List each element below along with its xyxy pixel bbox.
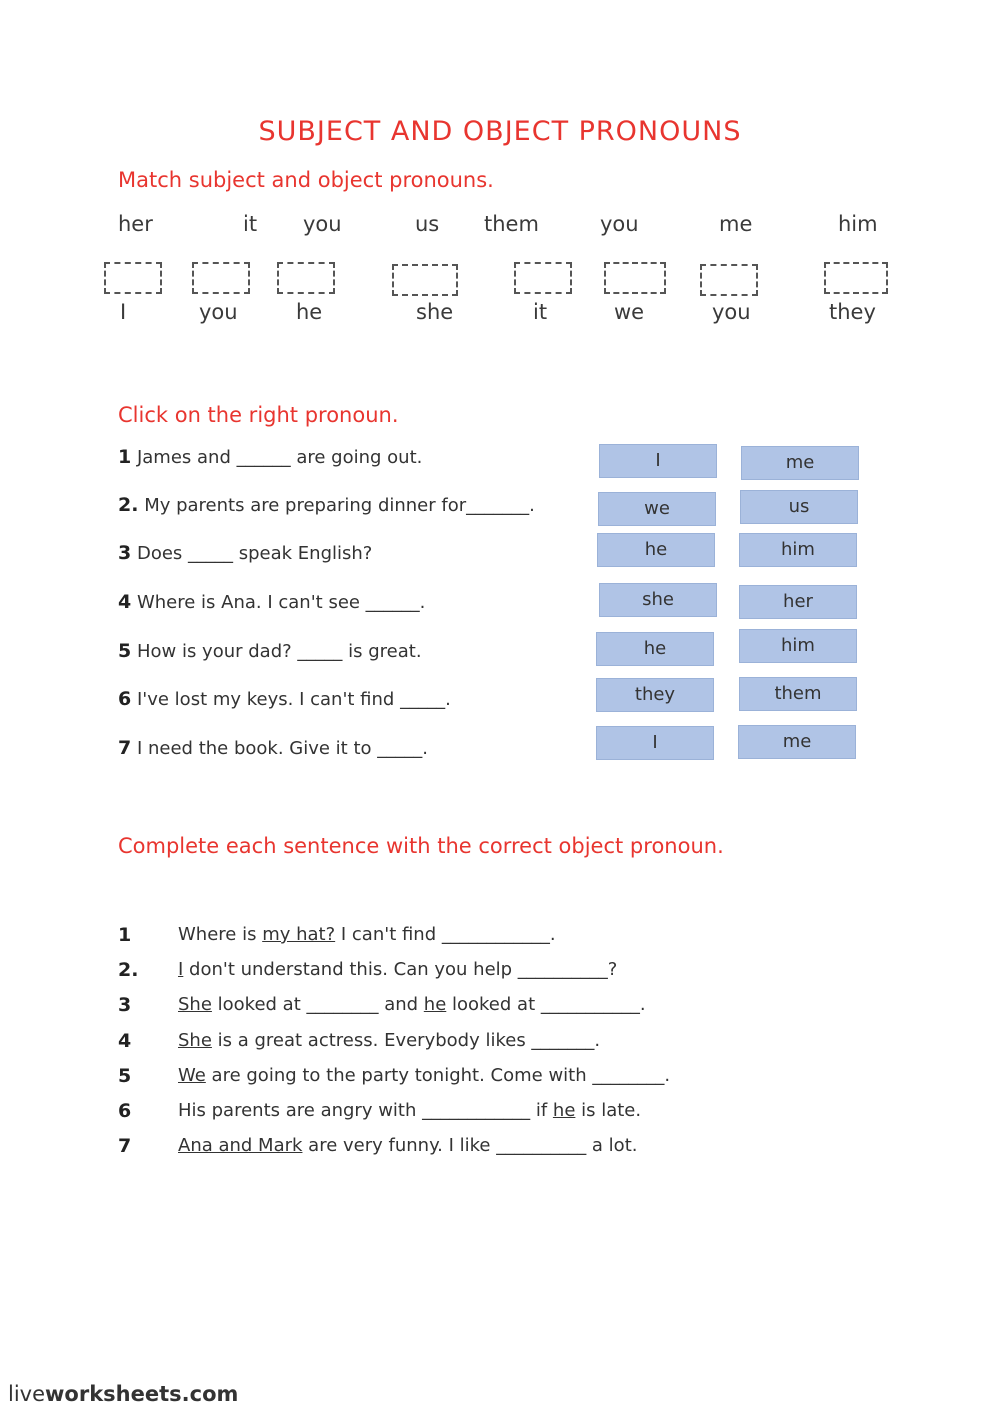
object-pronoun-draggable[interactable]: you (303, 212, 342, 236)
option-button[interactable]: we (598, 492, 716, 526)
item-number: 1 (118, 446, 132, 468)
option-button[interactable]: them (739, 677, 857, 711)
subject-pronoun-label: you (712, 300, 751, 324)
sentence-text: She looked at ________ and he looked at ___________. (178, 994, 646, 1015)
sentence-row (118, 494, 535, 516)
sentence-row (118, 688, 451, 710)
object-pronoun-draggable[interactable]: me (719, 212, 753, 236)
option-button[interactable]: her (739, 585, 857, 619)
option-button[interactable]: she (599, 583, 717, 617)
match-drop-box[interactable] (604, 262, 666, 294)
page-title: SUBJECT AND OBJECT PRONOUNS (258, 116, 742, 147)
item-number: 3 (118, 542, 132, 564)
subject-pronoun-label: she (416, 300, 454, 324)
sentence-row (118, 737, 428, 759)
option-button[interactable]: him (739, 533, 857, 567)
section1-heading: Match subject and object pronouns. (118, 168, 494, 192)
item-number: 4 (118, 1030, 132, 1052)
sentence-text: His parents are angry with ____________ if he is late. (178, 1100, 642, 1121)
sentence-row (118, 446, 422, 468)
match-drop-box[interactable] (514, 262, 572, 294)
option-button[interactable]: I (596, 726, 714, 760)
sentence-text: How is your dad? _____ is great. (136, 641, 422, 662)
match-drop-box[interactable] (392, 264, 458, 296)
option-button[interactable]: he (596, 632, 714, 666)
sentence-row (118, 591, 425, 613)
item-number: 1 (118, 924, 132, 946)
object-pronoun-draggable[interactable]: them (484, 212, 539, 236)
option-button[interactable]: me (738, 725, 856, 759)
item-number: 7 (118, 1135, 132, 1157)
option-button[interactable]: me (741, 446, 859, 480)
sentence-text: I don't understand this. Can you help __________? (178, 959, 618, 980)
sentence-row (118, 640, 422, 662)
match-drop-box[interactable] (277, 262, 335, 294)
sentence-text: Ana and Mark are very funny. I like __________ a lot. (178, 1135, 638, 1156)
item-number: 6 (118, 1100, 132, 1122)
sentence-text: James and ______ are going out. (136, 447, 423, 468)
subject-pronoun-label: it (533, 300, 548, 324)
option-button[interactable]: they (596, 678, 714, 712)
item-number: 5 (118, 1065, 132, 1087)
match-drop-box[interactable] (192, 262, 250, 294)
match-drop-box[interactable] (700, 264, 758, 296)
sentence-text: I've lost my keys. I can't find _____. (136, 689, 451, 710)
object-pronoun-draggable[interactable]: you (600, 212, 639, 236)
sentence-text: Does _____ speak English? (136, 543, 373, 564)
object-pronoun-draggable[interactable]: him (838, 212, 878, 236)
sentence-text: I need the book. Give it to _____. (136, 738, 428, 759)
item-number: 2. (118, 959, 139, 981)
item-number: 6 (118, 688, 132, 710)
object-pronoun-draggable[interactable]: us (415, 212, 440, 236)
section3-heading: Complete each sentence with the correct object pronoun. (118, 834, 724, 858)
subject-pronoun-label: I (120, 300, 127, 324)
item-number: 7 (118, 737, 132, 759)
item-number: 5 (118, 640, 132, 662)
option-button[interactable]: he (597, 533, 715, 567)
subject-pronoun-label: we (614, 300, 645, 324)
sentence-text: We are going to the party tonight. Come with ________. (178, 1065, 671, 1086)
item-number: 3 (118, 994, 132, 1016)
option-button[interactable]: us (740, 490, 858, 524)
match-drop-box[interactable] (104, 262, 162, 294)
object-pronoun-draggable[interactable]: her (118, 212, 153, 236)
sentence-text: She is a great actress. Everybody likes _______. (178, 1030, 601, 1051)
object-pronoun-draggable[interactable]: it (243, 212, 258, 236)
subject-pronoun-label: you (199, 300, 238, 324)
sentence-text: My parents are preparing dinner for_______. (144, 495, 535, 516)
item-number: 4 (118, 591, 132, 613)
sentence-text: Where is my hat? I can't find ____________. (178, 924, 556, 945)
subject-pronoun-label: they (829, 300, 876, 324)
item-number: 2. (118, 494, 139, 516)
sentence-text: Where is Ana. I can't see ______. (136, 592, 426, 613)
subject-pronoun-label: he (296, 300, 323, 324)
option-button[interactable]: him (739, 629, 857, 663)
option-button[interactable]: I (599, 444, 717, 478)
liveworksheets-logo: liveworksheets.com (8, 1382, 239, 1406)
section2-heading: Click on the right pronoun. (118, 403, 399, 427)
match-drop-box[interactable] (824, 262, 888, 294)
sentence-row (118, 542, 372, 564)
